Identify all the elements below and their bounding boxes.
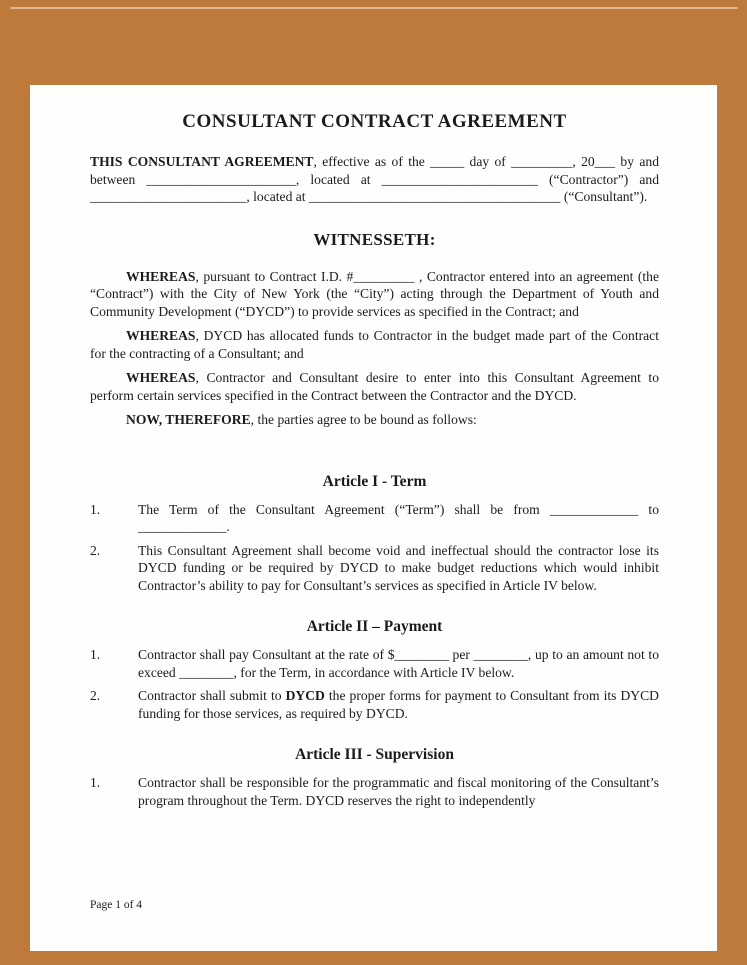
recital-paragraph-2 — [90, 327, 659, 362]
item-number: 1. — [90, 647, 101, 662]
document-page — [30, 85, 717, 951]
item-number: 1. — [90, 501, 101, 517]
recital-paragraph-1 — [90, 268, 659, 321]
whereas-lead: WHEREAS — [126, 268, 196, 284]
item-number: 2. — [90, 542, 101, 558]
now-therefore-lead: NOW, THEREFORE — [126, 412, 251, 427]
intro-paragraph — [90, 153, 659, 206]
item-text — [138, 687, 659, 722]
item-text-pre: Contractor shall submit to — [138, 688, 286, 703]
item-number: 1. — [90, 775, 101, 790]
article-1-item-1 — [90, 501, 659, 536]
article-3-heading: Article III - Supervision — [295, 746, 454, 763]
item-text-post: the proper forms for payment to Consultant from its DYCD funding for those services, as required by DYCD. — [138, 688, 659, 721]
article-2-item-2 — [90, 687, 659, 722]
witnesseth-heading: WITNESSETH: — [313, 229, 436, 249]
page-footer: Page 1 of 4 — [90, 899, 143, 911]
intro-lead: THIS CONSULTANT AGREEMENT — [90, 154, 314, 169]
recital-text: , pursuant to Contract I.D. #_________ , Contractor entered into an agreement (the “Contract”) with the City of New York (the “City”) acting through the Department of Youth and Community Development (“DYCD”) to provide services as specified in the Contract; and — [90, 268, 659, 319]
item-text: The Term of the Consultant Agreement (“Term”) shall be from _____________ to _____________. — [138, 501, 659, 534]
recital-text: , Contractor and Consultant desire to enter into this Consultant Agreement to perform certain services specified in the Contract between the Contractor and the DYCD. — [90, 370, 659, 403]
article-3-item-1 — [90, 774, 659, 809]
document-title: CONSULTANT CONTRACT AGREEMENT — [182, 111, 567, 132]
recital-paragraph-3 — [90, 369, 659, 404]
intro-rest: , effective as of the _____ day of _________, 20___ by and between ______________________, located at _______________________ (“Contractor”) and _______________________, located at _____________________________________ (“Consultant”). — [90, 154, 659, 204]
recital-text: , the parties agree to be bound as follows: — [250, 412, 477, 427]
article-1-heading: Article I - Term — [322, 472, 427, 490]
recital-paragraph-4 — [90, 411, 659, 429]
item-number: 2. — [90, 688, 101, 703]
dycd-bold: DYCD — [285, 688, 325, 703]
recital-text: , DYCD has allocated funds to Contractor in the budget made part of the Contract for the contracting of a Consultant; and — [90, 328, 659, 361]
item-text: This Consultant Agreement shall become void and ineffectual should the contractor lose its DYCD funding or be required by DYCD to make budget reductions which would inhibit Contractor’s ability to pay for Consultant’s services as specified in Article IV below. — [138, 542, 659, 593]
article-1-item-2 — [90, 542, 659, 595]
whereas-lead: WHEREAS — [126, 370, 196, 385]
article-2-item-1 — [90, 646, 659, 681]
scan-edge-line — [10, 7, 738, 9]
article-2-heading: Article II – Payment — [306, 618, 443, 635]
item-text: Contractor shall be responsible for the programmatic and fiscal monitoring of the Consultant’s program throughout the Term. DYCD reserves the right to independently — [138, 775, 659, 808]
whereas-lead: WHEREAS — [126, 328, 196, 343]
item-text: Contractor shall pay Consultant at the rate of $________ per ________, up to an amount not to exceed ________, for the Term, in accordance with Article IV below. — [138, 647, 659, 680]
